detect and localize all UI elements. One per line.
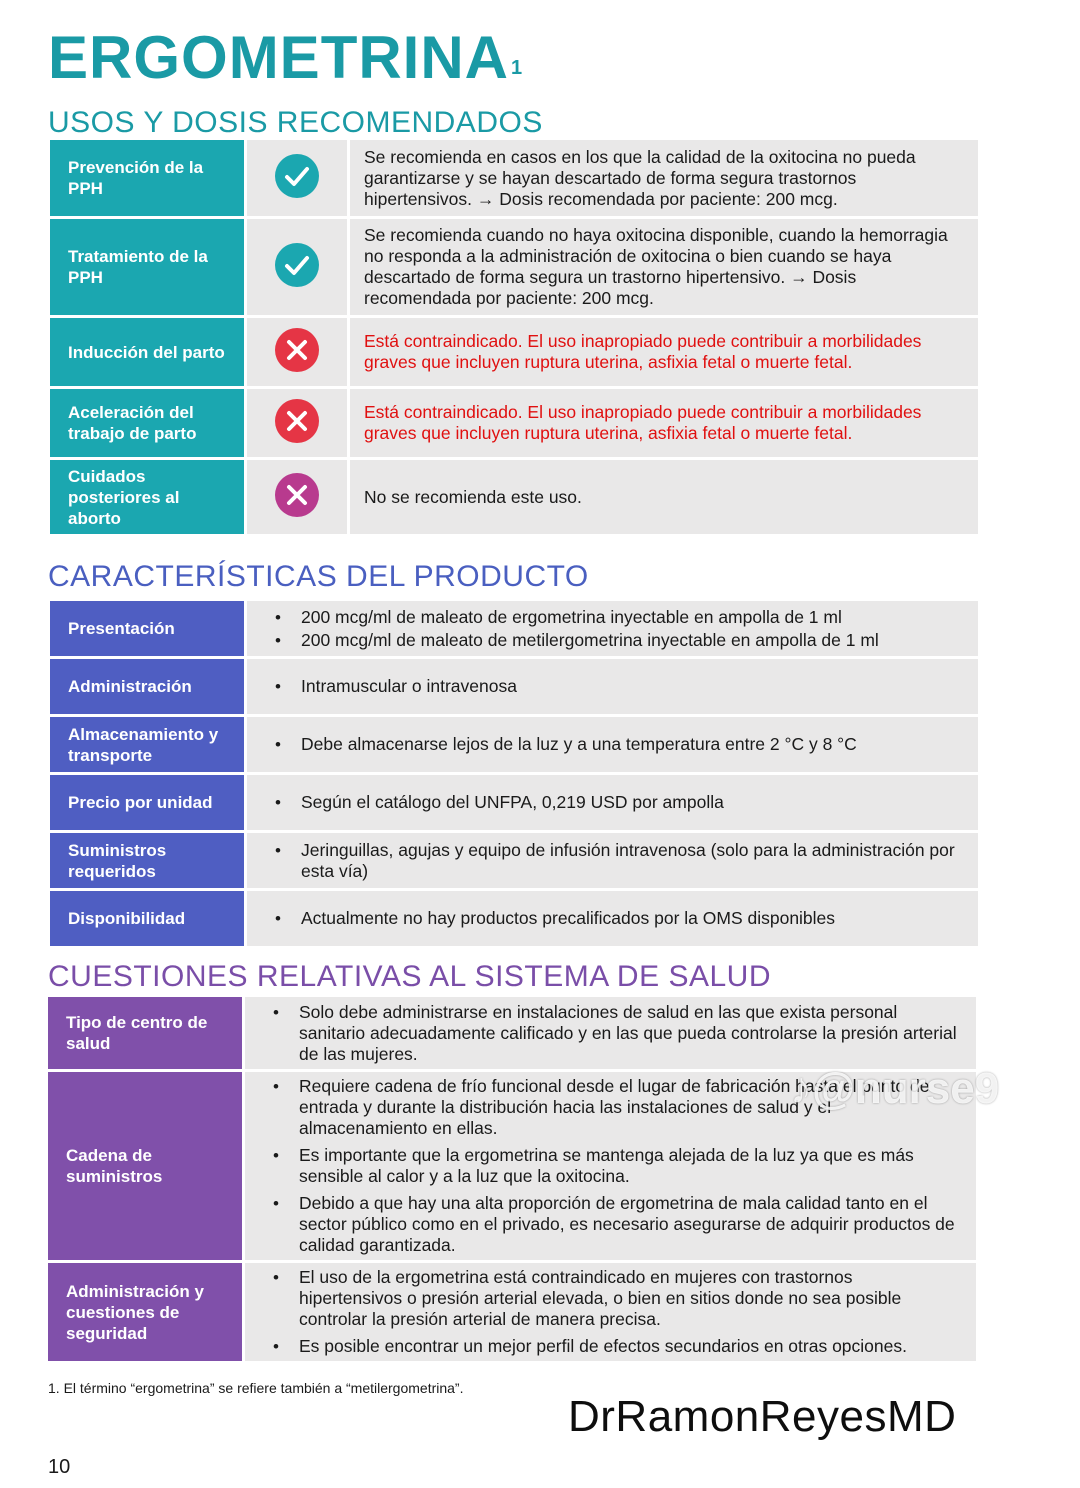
row-text: Se recomienda cuando no haya oxitocina disponible, cuando la hemorragia no responda a la administración de oxitocina o bien cuando se haya descartado de forma segura un trastorno hipertensivo. → Dosis recomendada por paciente: 200 mcg. bbox=[350, 219, 978, 315]
row-label: Cuidados posteriores al aborto bbox=[50, 460, 244, 534]
cross-icon bbox=[275, 399, 319, 443]
watermark: ♪@nurse9 bbox=[790, 1064, 1000, 1113]
section-heading-uses: USOS Y DOSIS RECOMENDADOS bbox=[48, 106, 543, 139]
product-table bbox=[50, 598, 978, 949]
table-row bbox=[50, 833, 978, 888]
table-row bbox=[48, 1263, 976, 1361]
table-row bbox=[50, 460, 978, 534]
table-row bbox=[50, 318, 978, 386]
section-heading-health: CUESTIONES RELATIVAS AL SISTEMA DE SALUD bbox=[48, 960, 771, 993]
row-text-warning: Está contraindicado. El uso inapropiado puede contribuir a morbilidades graves que incluyen ruptura uterina, asfixia fetal o muerte fetal. bbox=[350, 318, 978, 386]
list-item: • Es posible encontrar un mejor perfil de efectos secundarios en otras opciones. bbox=[299, 1336, 958, 1357]
row-label: Tipo de centro de salud bbox=[48, 997, 242, 1069]
table-row bbox=[50, 775, 978, 830]
list-item: • 200 mcg/ml de maleato de ergometrina inyectable en ampolla de 1 ml bbox=[301, 607, 960, 628]
row-label: Administración y cuestiones de seguridad bbox=[48, 1263, 242, 1361]
row-label: Suministros requeridos bbox=[50, 833, 244, 888]
row-label: Aceleración del trabajo de parto bbox=[50, 389, 244, 457]
table-row bbox=[50, 659, 978, 714]
author-signature: DrRamonReyesMD bbox=[568, 1392, 957, 1441]
row-text-warning: Está contraindicado. El uso inapropiado puede contribuir a morbilidades graves que incluyen ruptura uterina, asfixia fetal o muerte fetal. bbox=[350, 389, 978, 457]
list-item: • Intramuscular o intravenosa bbox=[301, 676, 960, 697]
table-row bbox=[50, 717, 978, 772]
list-item: • Jeringuillas, agujas y equipo de infusión intravenosa (solo para la administración por esta vía) bbox=[301, 840, 960, 882]
table-row bbox=[50, 601, 978, 656]
table-row bbox=[48, 997, 976, 1069]
section-heading-product: CARACTERÍSTICAS DEL PRODUCTO bbox=[48, 560, 589, 593]
cross-icon bbox=[275, 473, 319, 517]
check-icon bbox=[275, 154, 319, 198]
row-text: Se recomienda en casos en los que la calidad de la oxitocina no pueda garantizarse y se hayan descartado de forma segura trastornos hipertensivos. → Dosis recomendada por paciente: 200 mcg. bbox=[350, 140, 978, 216]
list-item: • Es importante que la ergometrina se mantenga alejada de la luz ya que es más sensible al calor y a la luz que la oxitocina. bbox=[299, 1145, 958, 1187]
list-item: • Solo debe administrarse en instalaciones de salud en las que exista personal sanitario adecuadamente calificado y en las que pueda controlarse la presión arterial de las mujeres. bbox=[299, 1002, 958, 1065]
row-label: Cadena de suministros bbox=[48, 1072, 242, 1260]
row-label: Administración bbox=[50, 659, 244, 714]
health-table bbox=[48, 994, 976, 1364]
table-row bbox=[50, 140, 978, 216]
list-item: • El uso de la ergometrina está contraindicado en mujeres con trastornos hipertensivos o presión arterial elevada, o bien en sitios donde no sea posible controlar la presión arterial de manera precisa. bbox=[299, 1267, 958, 1330]
list-item: • Requiere cadena de frío funcional desde el lugar de fabricación hasta el punto de entrada y durante la distribución hacia las instalaciones de salud y el almacenamiento en ellas. bbox=[299, 1076, 958, 1139]
table-row bbox=[50, 891, 978, 946]
uses-table bbox=[50, 137, 978, 537]
cross-icon bbox=[275, 328, 319, 372]
row-label: Disponibilidad bbox=[50, 891, 244, 946]
row-label: Almacenamiento y transporte bbox=[50, 717, 244, 772]
list-item: • Según el catálogo del UNFPA, 0,219 USD por ampolla bbox=[301, 792, 960, 813]
row-text: No se recomienda este uso. bbox=[350, 460, 978, 534]
row-label: Presentación bbox=[50, 601, 244, 656]
list-item: • Actualmente no hay productos precalificados por la OMS disponibles bbox=[301, 908, 960, 929]
list-item: • Debido a que hay una alta proporción de ergometrina de mala calidad tanto en el sector público como en el privado, es necesario asegurarse de adquirir productos de calidad garantizada. bbox=[299, 1193, 958, 1256]
row-label: Tratamiento de la PPH bbox=[50, 219, 244, 315]
footnote: 1. El término “ergometrina” se refiere también a “metilergometrina”. bbox=[48, 1380, 464, 1396]
list-item: • 200 mcg/ml de maleato de metilergometrina inyectable en ampolla de 1 ml bbox=[301, 630, 960, 651]
row-label: Prevención de la PPH bbox=[50, 140, 244, 216]
table-row bbox=[50, 219, 978, 315]
list-item: • Debe almacenarse lejos de la luz y a una temperatura entre 2 °C y 8 °C bbox=[301, 734, 960, 755]
document-title: ERGOMETRINA $^1$ bbox=[48, 24, 524, 91]
table-row bbox=[50, 389, 978, 457]
check-icon bbox=[275, 243, 319, 287]
page-number: 10 bbox=[48, 1456, 71, 1478]
row-label: Inducción del parto bbox=[50, 318, 244, 386]
footnote-marker: 1 bbox=[511, 57, 524, 79]
row-label: Precio por unidad bbox=[50, 775, 244, 830]
